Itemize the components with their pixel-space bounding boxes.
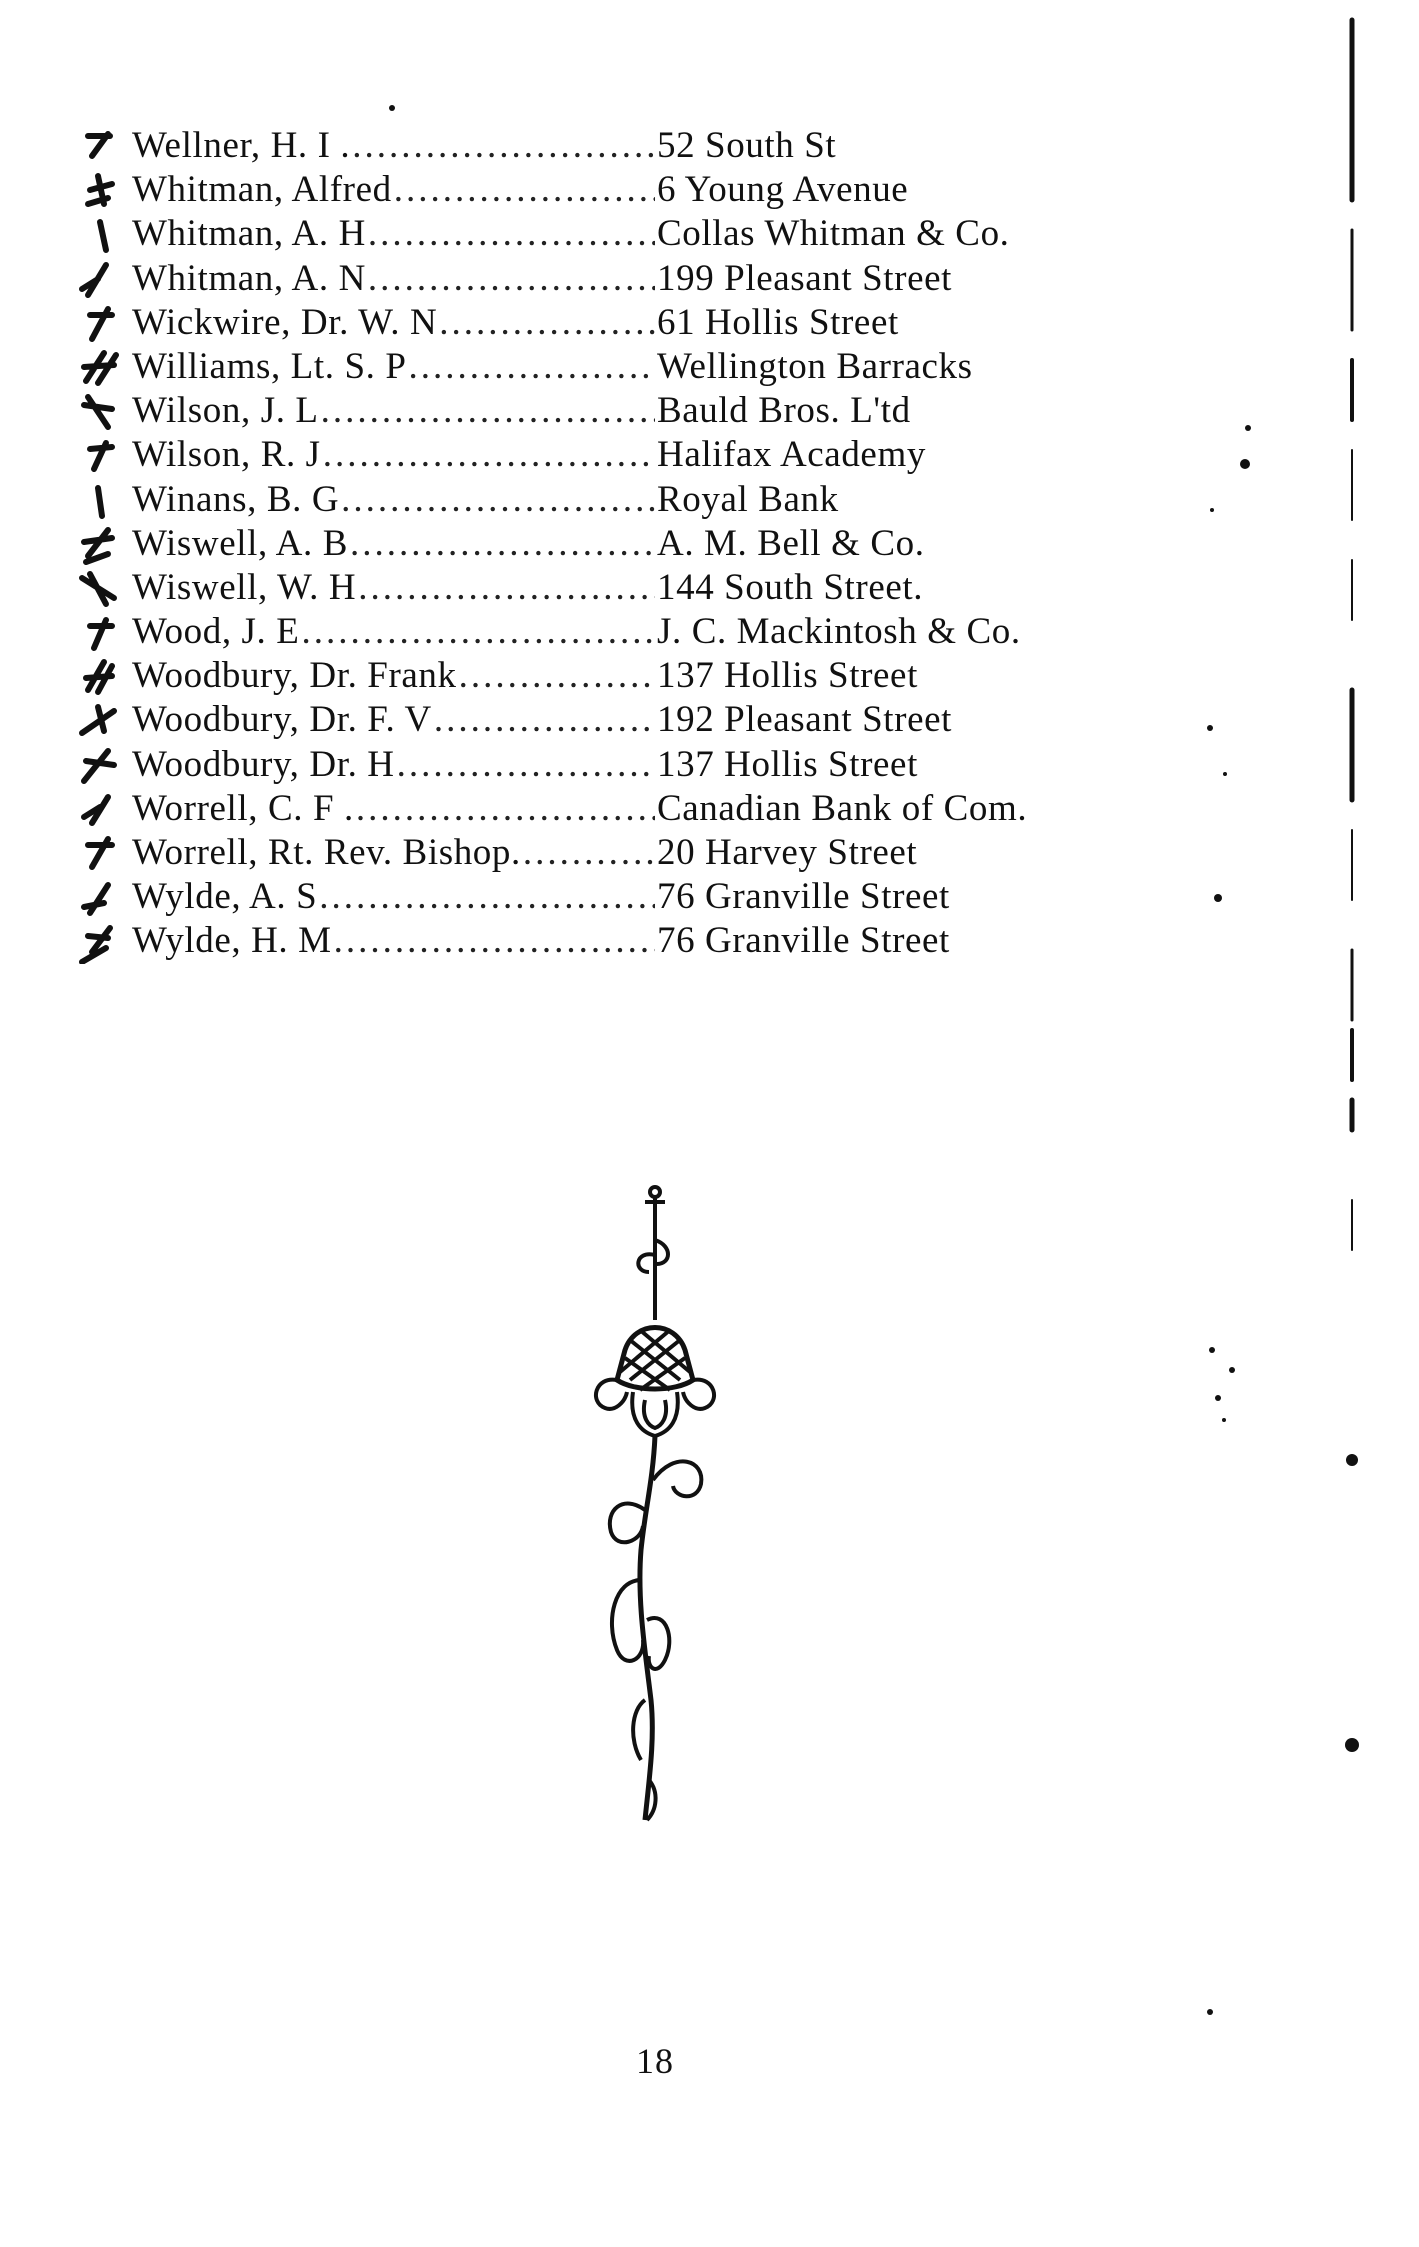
handwritten-checkmark-icon (62, 170, 134, 212)
directory-entry (132, 257, 1172, 301)
entry-name: Wiswell, A. B (132, 522, 348, 564)
dot-leader (368, 212, 655, 256)
entry-name: Wilson, J. L (132, 390, 319, 432)
dot-leader (323, 433, 655, 477)
handwritten-checkmark-icon (62, 126, 134, 168)
entry-address: 137 Hollis Street (657, 655, 918, 697)
handwritten-checkmark-icon (62, 877, 134, 919)
entry-name: Woodbury, Dr. F. V (132, 699, 432, 741)
directory-entry (132, 654, 1172, 698)
checkmark-stroke (84, 751, 114, 781)
entry-address: Wellington Barracks (657, 345, 973, 387)
directory-entry (132, 522, 1172, 566)
entry-name: Williams, Lt. S. P (132, 345, 407, 387)
directory-entry (132, 345, 1172, 389)
checkmark-stroke (88, 839, 112, 867)
entry-address: 6 Young Avenue (657, 169, 909, 211)
dot-leader (394, 168, 655, 212)
handwritten-checkmark-icon (62, 789, 134, 831)
entry-address: 199 Pleasant Street (657, 257, 953, 299)
entry-address: Canadian Bank of Com. (657, 787, 1028, 829)
handwritten-checkmark-icon (62, 214, 134, 256)
dot-leader (434, 698, 655, 742)
handwritten-checkmark-icon (62, 656, 134, 698)
dot-leader (459, 654, 655, 698)
entry-name: Worrell, Rt. Rev. Bishop. (132, 832, 521, 873)
checkmark-stroke (90, 620, 112, 648)
dot-leader (352, 124, 655, 168)
entry-address: 192 Pleasant Street (657, 699, 953, 741)
dot-leader (368, 257, 655, 301)
checkmark-stroke (82, 265, 106, 295)
dot-leader (397, 743, 655, 787)
entry-name: Whitman, Alfred (132, 169, 392, 211)
entry-address: 61 Hollis Street (657, 301, 899, 343)
checkmark-stroke (84, 885, 108, 913)
directory-entry (132, 566, 1172, 610)
handwritten-checkmark-icon (62, 524, 134, 566)
entry-name: Wickwire, Dr. W. N (132, 301, 438, 343)
entry-address: Royal Bank (657, 478, 839, 520)
dot-leader (358, 566, 655, 610)
entry-address: 20 Harvey Street (657, 832, 918, 873)
checkmark-stroke (90, 309, 112, 339)
entry-address: A. M. Bell & Co. (657, 522, 925, 564)
entry-address: Bauld Bros. L'td (657, 390, 911, 432)
entry-name: Whitman, A. H (132, 213, 366, 255)
entry-name: Winans, B. G (132, 478, 340, 520)
entry-name: Wilson, R. J (132, 434, 321, 476)
dot-leader (334, 919, 655, 963)
checkmark-stroke (84, 797, 108, 823)
handwritten-checkmark-icon (62, 347, 134, 389)
dot-leader (319, 875, 655, 919)
dot-leader (439, 301, 655, 345)
page-edge-rule (1348, 0, 1356, 2247)
entry-address: 52 South St (657, 125, 837, 166)
handwritten-checkmark-icon (62, 303, 134, 345)
directory-entry (132, 875, 1172, 919)
checkmark-stroke (88, 176, 112, 204)
dot-leader (356, 787, 655, 831)
checkmark-stroke (84, 353, 116, 383)
entry-name: Worrell, C. F . (132, 787, 354, 829)
entry-name: Woodbury, Dr. Frank (132, 655, 457, 697)
entry-address: J. C. Mackintosh & Co. (657, 611, 1021, 653)
checkmark-stroke (90, 443, 112, 469)
entry-address: Collas Whitman & Co. (657, 213, 1010, 255)
checkmark-stroke (82, 574, 114, 604)
entry-address: 76 Granville Street (657, 920, 950, 962)
dot-leader (409, 345, 656, 389)
dot-leader (523, 831, 655, 875)
directory-entry (132, 787, 1172, 831)
handwritten-checkmark-icon (62, 612, 134, 654)
entry-name: Woodbury, Dr. H (132, 743, 395, 785)
handwritten-checkmark-icon (62, 391, 134, 433)
directory-entry (132, 389, 1172, 433)
entry-name: Wellner, H. I . (132, 125, 351, 166)
directory-list (132, 124, 1172, 964)
checkmark-stroke (84, 397, 112, 427)
checkmark-stroke (82, 928, 110, 962)
entry-name: Wylde, H. M (132, 920, 332, 962)
directory-entry (132, 478, 1172, 522)
directory-entry (132, 919, 1172, 963)
directory-entry (132, 124, 1172, 168)
directory-entry (132, 301, 1172, 345)
directory-entry (132, 212, 1172, 256)
handwritten-checkmark-icon (62, 259, 134, 301)
directory-entry (132, 698, 1172, 742)
floral-thistle-ornament-icon (575, 1180, 735, 1840)
checkmark-stroke (82, 707, 114, 733)
handwritten-checkmark-icon (62, 833, 134, 875)
directory-entry (132, 433, 1172, 477)
checkmark-stroke (98, 488, 102, 516)
handwritten-checkmark-icon (62, 745, 134, 787)
directory-entry (132, 168, 1172, 212)
page-number: 18 (636, 2041, 674, 2081)
handwritten-checkmark-icon (62, 480, 134, 522)
dot-leader (350, 522, 655, 566)
entry-address: 137 Hollis Street (657, 743, 918, 785)
entry-name: Whitman, A. N (132, 257, 366, 299)
dot-leader (301, 610, 655, 654)
handwritten-checkmark-icon (62, 568, 134, 610)
handwritten-checkmark-icon (62, 701, 134, 743)
dot-leader (321, 389, 655, 433)
directory-entry (132, 610, 1172, 654)
entry-address: Halifax Academy (657, 434, 926, 476)
checkmark-stroke (100, 222, 106, 250)
checkmark-stroke (84, 530, 112, 562)
entry-name: Wood, J. E (132, 611, 300, 653)
entry-name: Wylde, A. S (132, 876, 318, 918)
entry-address: 144 South Street. (657, 566, 924, 608)
entry-name: Wiswell, W. H (132, 566, 357, 608)
checkmark-stroke (88, 134, 110, 156)
directory-entry (132, 831, 1172, 875)
handwritten-checkmark-icon (62, 435, 134, 477)
directory-entry (132, 743, 1172, 787)
entry-address: 76 Granville Street (657, 876, 950, 918)
dot-leader (341, 478, 655, 522)
handwritten-checkmark-icon (62, 922, 134, 964)
checkmark-stroke (86, 662, 112, 692)
